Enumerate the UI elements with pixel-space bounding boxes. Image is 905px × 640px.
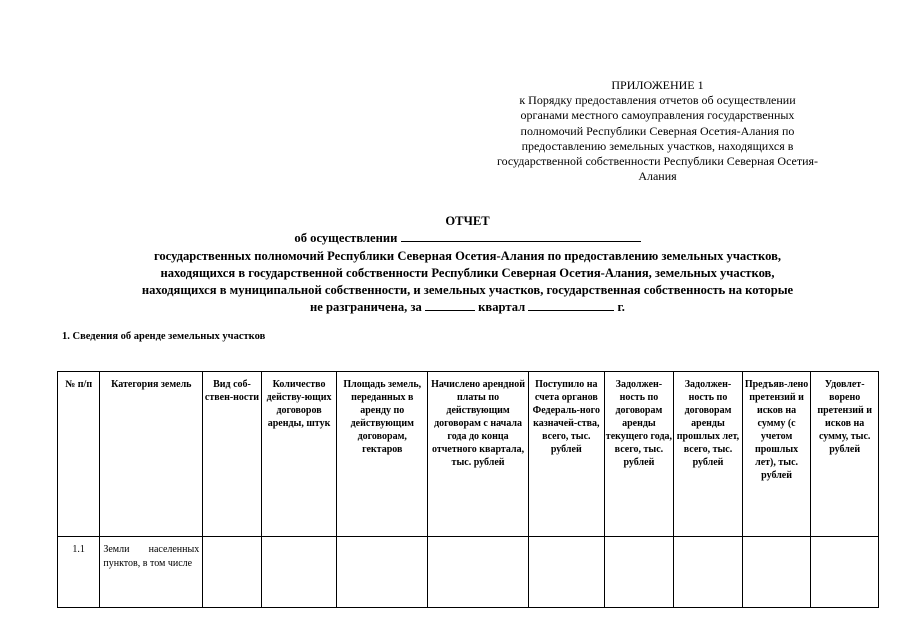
appendix-line: государственной собственности Республики Северная Осетия- [496,154,819,169]
row-empty-cell [337,537,428,608]
row-empty-cell [811,537,879,608]
header-cell-debt-current: Задолжен-ность по договорам аренды текущего года, всего, тыс. рублей [604,372,674,537]
report-line-1 [40,230,895,247]
header-cell-contracts: Количество действу-ющих договоров аренды, штук [261,372,337,537]
body-name-blank [401,230,641,242]
report-line-2: государственных полномочий Республики Северная Осетия-Алания по предоставлению земельных участков, [153,248,782,263]
report-line-5-text-c: г. [617,300,625,315]
header-cell-category: Категория земель [100,372,203,537]
report-line-4: находящихся в муниципальной собственности, и земельных участков, государственная собственность на которые [141,283,794,298]
header-cell-number: № п/п [58,372,100,537]
report-line-5 [40,299,895,316]
appendix-title: ПРИЛОЖЕНИЕ 1 [611,78,704,92]
row-empty-cell [528,537,604,608]
quarter-blank [425,299,475,311]
row-empty-cell [604,537,674,608]
row-empty-cell [428,537,529,608]
report-line-1-text: об осуществлении [294,231,398,246]
appendix-line: предоставлению земельных участков, находящихся в [521,138,794,153]
header-cell-debt-past: Задолжен-ность по договорам аренды прошлых лет, всего, тыс. рублей [674,372,743,537]
header-cell-received: Поступило на счета органов Федераль-ного казначей-ства, всего, тыс. рублей [528,372,604,537]
header-cell-area: Площадь земель, переданных в аренду по действующим договорам, гектаров [337,372,428,537]
report-line-3: находящихся в государственной собственности Республики Северная Осетия-Алания, земельных участков, [160,265,775,280]
header-cell-satisfied: Удовлет-ворено претензий и исков на сумму, тыс. рублей [811,372,879,537]
row-category-cell: Земли населенных пунктов, в том числе [100,537,203,608]
appendix-line: органами местного самоуправления государственных [520,108,795,123]
appendix-line: Алания [638,169,677,184]
row-empty-cell [203,537,261,608]
row-empty-cell [742,537,811,608]
section-title: 1. Сведения об аренде земельных участков [62,331,266,342]
table-header-row [58,372,879,537]
header-cell-ownership: Вид соб-ствен-ности [203,372,261,537]
appendix-line: к Порядку предоставления отчетов об осуществлении [519,93,796,108]
report-line-5-text-a: не разграничена, за [310,300,422,315]
row-empty-cell [674,537,743,608]
row-number-cell: 1.1 [58,537,100,608]
appendix-line: полномочий Республики Северная Осетия-Алания по [520,123,795,138]
report-title: ОТЧЕТ [445,214,490,228]
year-blank [528,299,614,311]
report-line-5-text-b: квартал [478,300,526,315]
row-empty-cell [261,537,337,608]
header-cell-accrued: Начислено арендной платы по действующим договорам с начала года до конца отчетного квартала, тыс. рублей [428,372,529,537]
lease-table [57,371,879,608]
table-row [58,537,879,608]
report-heading [40,213,895,317]
header-cell-claims: Предъяв-лено претензий и исков на сумму (с учетом прошлых лет), тыс. рублей [742,372,811,537]
appendix-block [455,78,860,184]
